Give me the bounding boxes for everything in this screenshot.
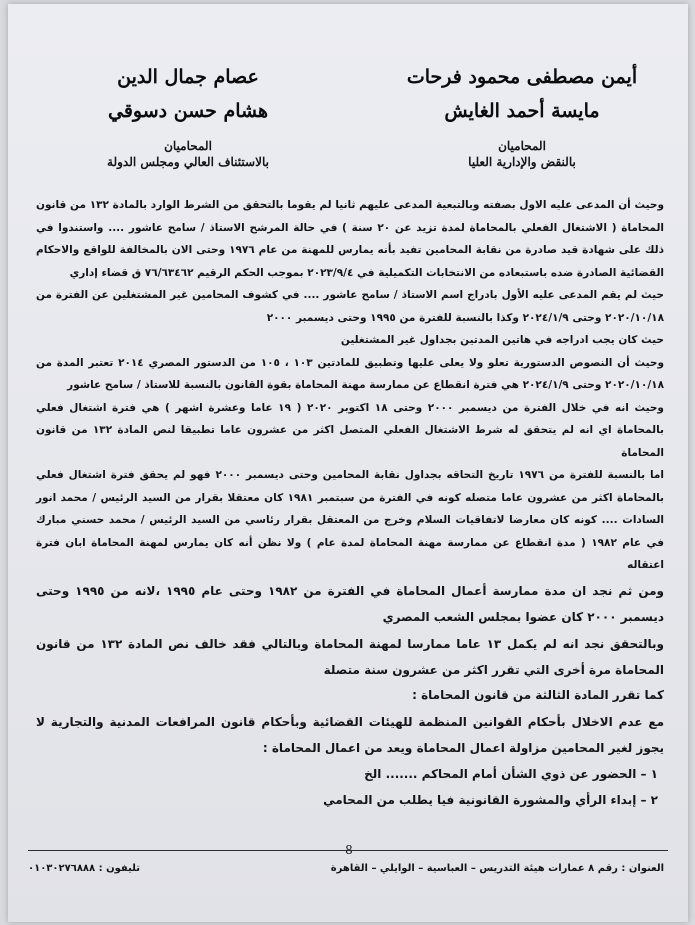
lawyer-name: عصام جمال الدين	[117, 66, 259, 88]
office-address: العنوان : رقم ٨ عمارات هيئة التدريس – العباسية – الوايلي – القاهرة	[330, 863, 664, 874]
paragraph: ومن ثم نجد ان مدة ممارسة أعمال المحاماة في الفترة من ١٩٨٢ وحتى عام ١٩٩٥ ،لانه من ١٩٩٥ وحتى ديسمبر ٢٠٠٠ كان عضوا بمجلس الشعب المصري	[36, 583, 665, 624]
lawyer-name: أيمن مصطفى محمود فرحات	[406, 66, 638, 88]
paragraph: مع عدم الاخلال بأحكام القوانين المنظمة للهيئات القضائية وبأحكام قانون المرافعات المدنية والتجارية لا يجوز لغير المحامين مزاولة اعمال المحاماة ويعد من اعمال المحاماة :	[36, 714, 664, 755]
document-body	[36, 194, 664, 813]
lawyers-header-left	[38, 60, 338, 170]
paragraph: اما بالنسبة للفترة من ١٩٧٦ تاريخ التحاقه بجداول نقابة المحامين وحتى ديسمبر ٢٠٠٠ فهو لم يحقق فترة اشتغال فعلي بالمحاماة اكثر من عشرون عاما متصله كونه في الفترة من سبتمبر ١٩٨١ كان معتقلا بقرار من السيد الرئيس / محمد انور السادات .... كونه كان معارضا لاتفاقيات السلام وخرج من المعتقل بقرار رئاسي من السيد الرئيس / محمد حسني مبارك في عام ١٩٨٢ ( مدة انقطاع عن ممارسة مهنة المحاماة لمدة عام ) ولا نظن أنه كان يمارس لمهنة المحاماة ابان فترة اعتقاله	[36, 469, 664, 571]
lawyers-header-right	[372, 60, 672, 170]
paragraph: حيث لم يقم المدعى عليه الأول بادراج اسم الاستاذ / سامح عاشور .... في كشوف المحامين غير المشتغلين عن الفترة من ٢٠٢٠/١٠/١٨ وحتى ٢٠٢٤/١/٩ وكذا بالنسبة للفترة من ١٩٩٥ وحتى ديسمبر ٢٠٠٠	[36, 289, 664, 324]
list-item: ٢ – إبداء الرأي والمشورة القانونية فيا يطلب من المحامي	[323, 792, 658, 807]
court-level: بالنقض والإدارية العليا	[468, 155, 576, 169]
paragraph: وحيث أن النصوص الدستورية تعلو ولا يعلى عليها وتطبيق للمادتين ١٠٣ ، ١٠٥ من الدستور المصري ٢٠١٤ تعتبر المدة من ٢٠٢٠/١٠/١٨ وحتى ٢٠٢٤/١/٩ هي فترة انقطاع عن ممارسة مهنة المحاماة بقوة القانون بالنسبة للاستاذ / سامح عاشور	[36, 356, 664, 391]
lawyer-title: المحاميان	[498, 139, 546, 153]
section-heading: كما تقرر المادة الثالثة من قانون المحاماة :	[412, 687, 664, 702]
lawyer-name: مايسة أحمد الغايش	[444, 100, 600, 122]
document-page	[8, 4, 688, 922]
paragraph: حيث كان يجب ادراجه في هاتين المدتين بجداول غير المشتغلين	[340, 334, 664, 346]
lawyer-name: هشام حسن دسوقي	[107, 100, 269, 122]
paragraph: وحيث أن المدعى عليه الاول بصفته وبالتبعية المدعى عليهم ثانيا لم يقوما بالتحقق من الشرط الوارد بالمادة ١٣٢ من قانون المحاماة ( الاشتغال الفعلي بالمحاماة لمدة تزيد عن ٢٠ سنة ) في حالة المرشح الاستاذ / سامح عاشور .... واستندوا في ذلك على شهادة قيد صادرة من نقابة المحامين تفيد بأنه يمارس للمهنة من عام ١٩٧٦ وحتى الان بالمخالفة للواقع والاحكام القضائية الصادرة ضده باستبعاده من الانتخابات التكميلية في ٢٠٢٣/٩/٤ بموجب الحكم الرقيم ٧٦/٦٣٤٦٢ ق قضاء إداري	[36, 199, 665, 279]
court-level: بالاستئناف العالي ومجلس الدولة	[107, 155, 269, 169]
office-phone: تليفون : ٠١٠٣٠٢٧٦٨٨٨	[28, 863, 141, 874]
page-number: 8	[345, 843, 353, 857]
page-footer	[28, 850, 668, 887]
list-item: ١ – الحضور عن ذوي الشأن أمام المحاكم ....... الخ	[364, 766, 658, 781]
paragraph: وحيث انه في خلال الفترة من ديسمبر ٢٠٠٠ وحتى ١٨ اكتوبر ٢٠٢٠ ( ١٩ عاما وعشرة اشهر ) هي فترة اشتغال فعلي بالمحاماة اي انه لم يتحقق له شرط الاشتغال الفعلي المتصل اكثر من عشرون عاما تطبيقا لنص المادة ١٣٢ من قانون المحاماة	[36, 401, 664, 459]
paragraph: وبالتحقق نجد انه لم يكمل ١٣ عاما ممارسا لمهنة المحاماة وبالتالي فقد خالف نص المادة ١٣٢ من قانون المحاماة مرة أخرى التي تقرر اكثر من عشرون سنة متصلة	[36, 636, 664, 677]
lawyer-title: المحاميان	[164, 139, 212, 153]
